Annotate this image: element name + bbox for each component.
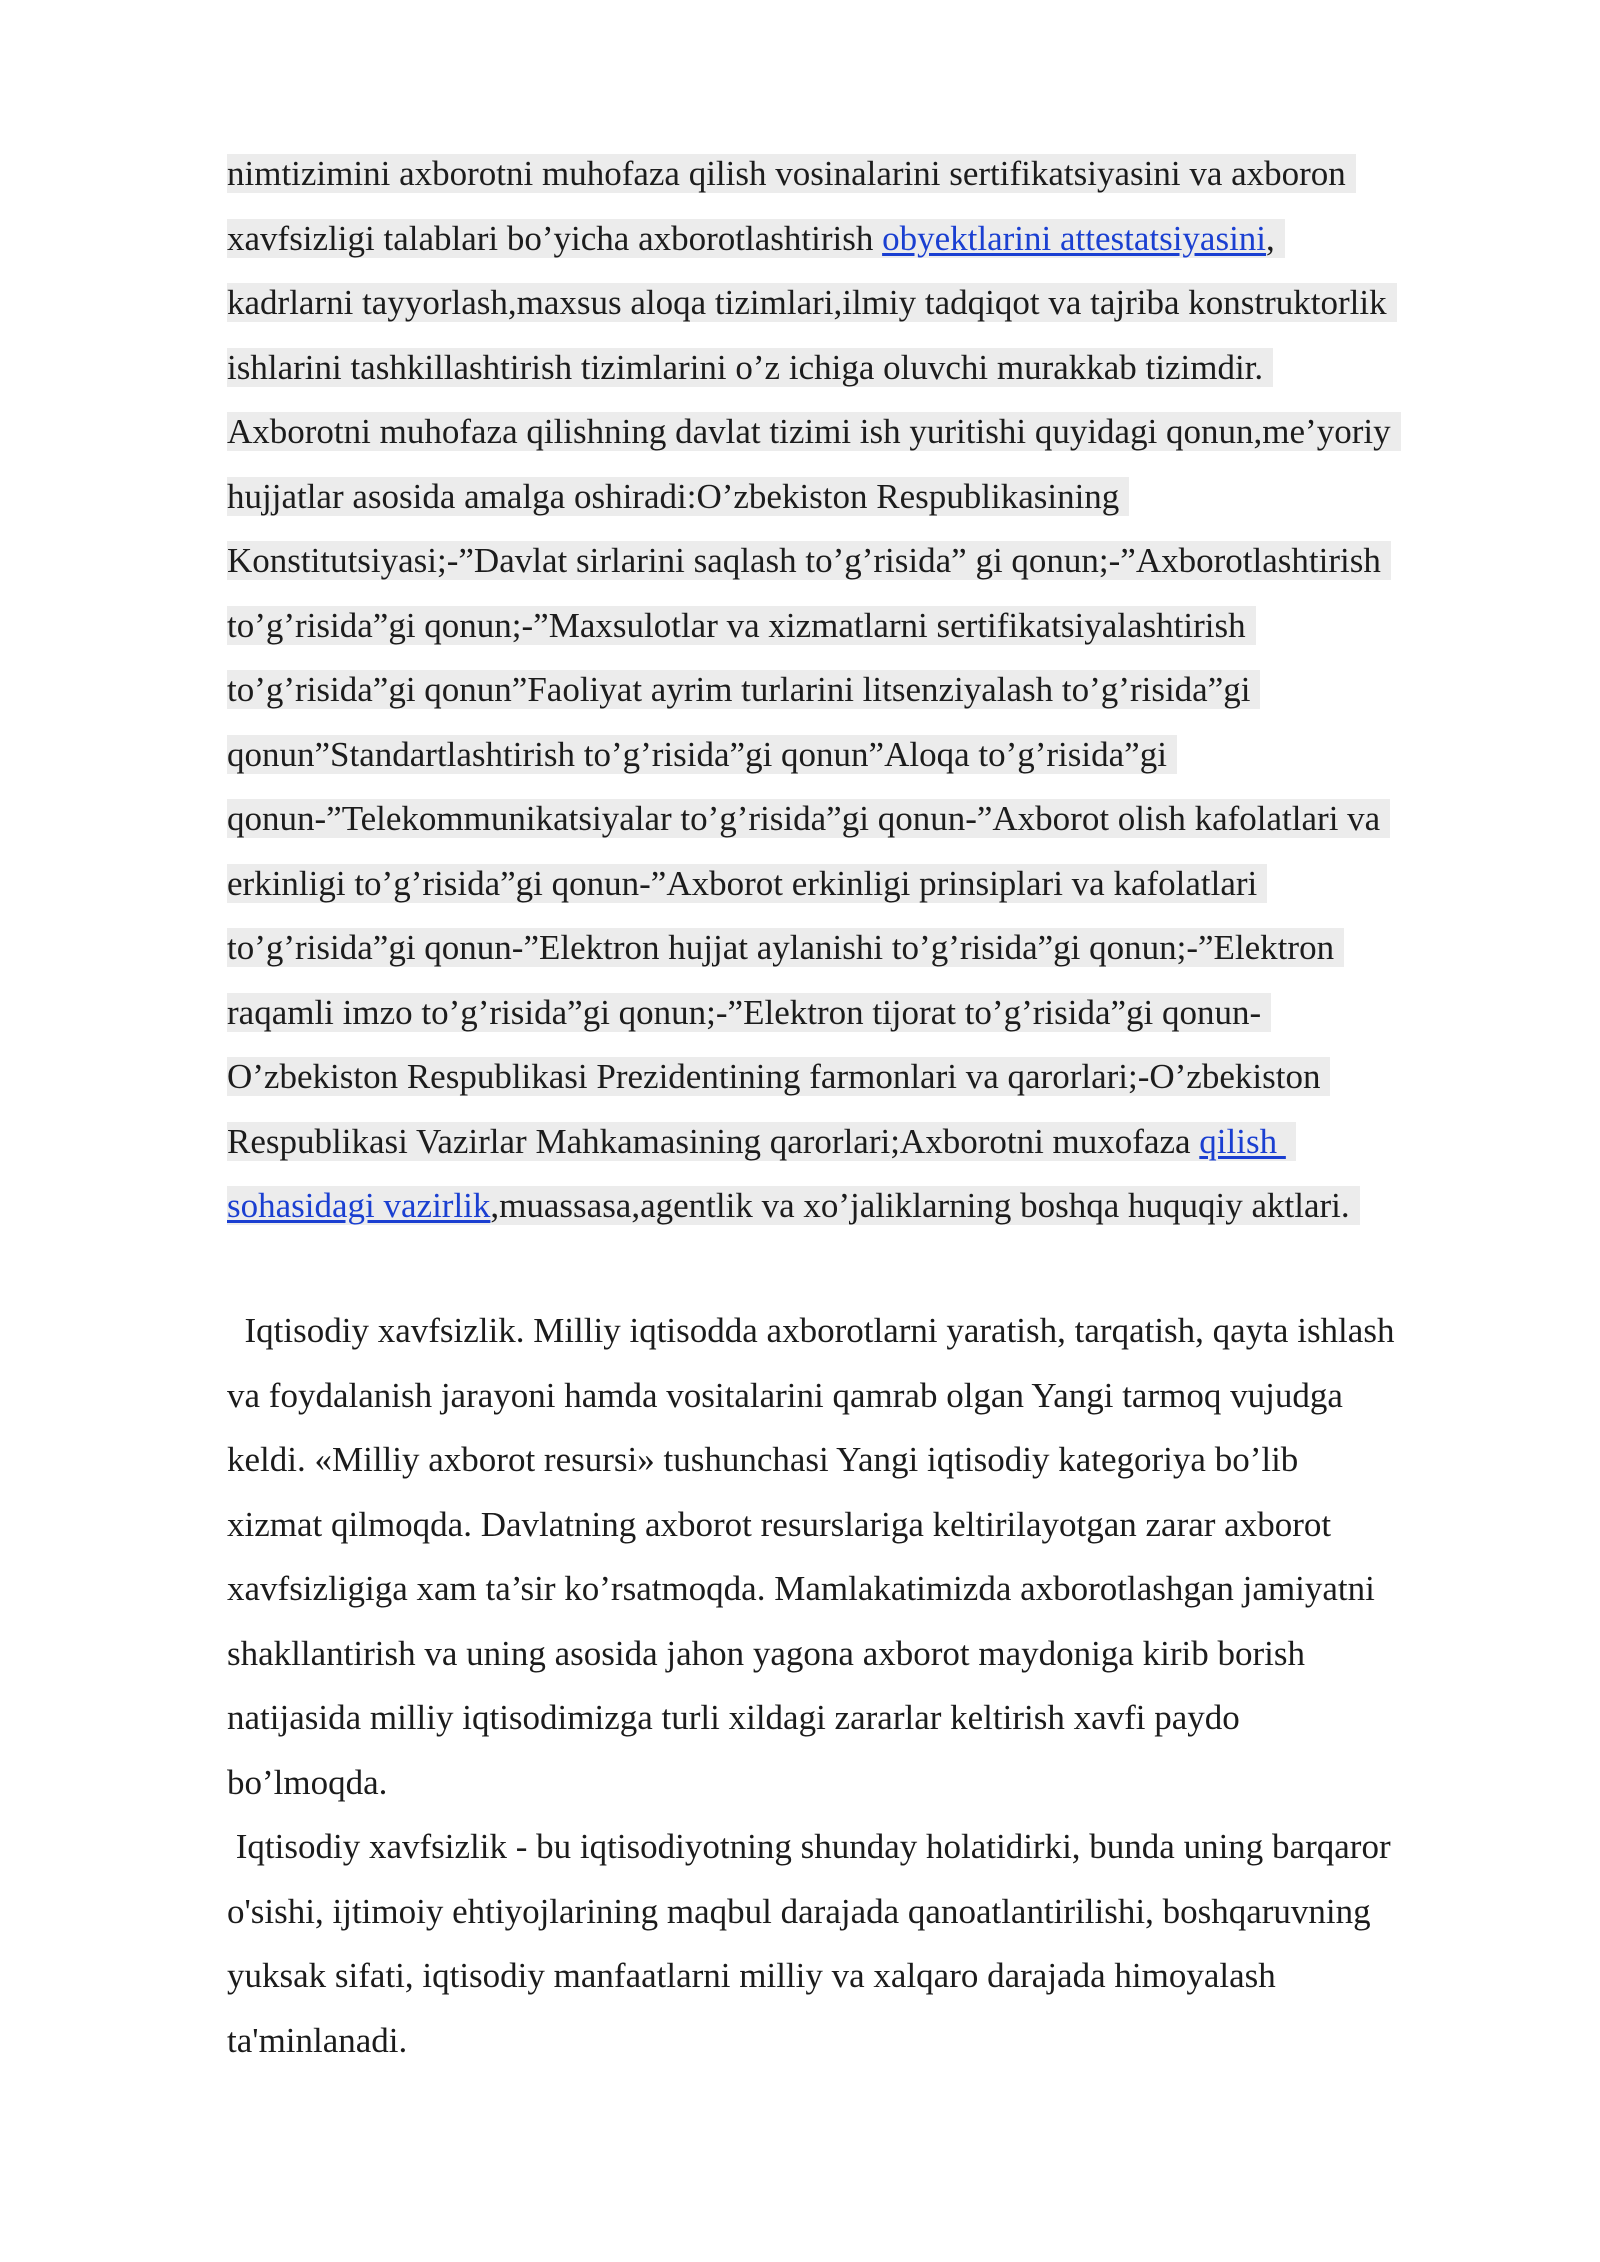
- line-text: [227, 477, 1129, 516]
- text-run: keldi. «Milliy axborot resursi» tushunchasi Yangi iqtisodiy kategoriya bo’lib: [227, 1440, 1299, 1479]
- text-run: shakllantirish va uning asosida jahon yagona axborot maydoniga kirib borish: [227, 1633, 1305, 1673]
- text-run: raqamli imzo to’g’risida”gi qonun;-”Elektron tijorat to’g’risida”gi qonun-: [227, 992, 1262, 1032]
- line-text: [227, 864, 1267, 903]
- text-run: O’zbekiston Respublikasi Prezidentining farmonlari va qarorlari;-O’zbekiston: [227, 1057, 1321, 1096]
- text-line: [227, 535, 1487, 600]
- text-line: [227, 1116, 1487, 1181]
- text-run: erkinligi to’g’risida”gi qonun-”Axborot erkinligi prinsiplari va kafolatlari: [227, 863, 1258, 903]
- line-text: [227, 1827, 1391, 1866]
- text-run: hujjatlar asosida amalga oshiradi:O’zbekiston Respublikasining: [227, 476, 1120, 516]
- hyperlink[interactable]: qilish: [1199, 1121, 1286, 1161]
- line-text: [227, 1186, 1360, 1225]
- line-text: [227, 670, 1260, 709]
- text-run: xavfsizligi talablari bo’yicha axborotlashtirish: [227, 218, 883, 258]
- line-text: [227, 993, 1271, 1032]
- text-line: [227, 1499, 1487, 1564]
- text-run: xavfsizligiga xam ta’sir ko’rsatmoqda. Mamlakatimizda axborotlashgan jamiyatni: [227, 1569, 1375, 1608]
- text-run: to’g’risida”gi qonun-”Elektron hujjat aylanishi to’g’risida”gi qonun;-”Elektron: [227, 928, 1335, 967]
- text-line: [227, 1821, 1487, 1886]
- text-run: to’g’risida”gi qonun;-”Maxsulotlar va xizmatlarni sertifikatsiyalashtirish: [227, 605, 1246, 645]
- text-line: [227, 1692, 1487, 1757]
- line-text: [227, 1634, 1305, 1673]
- text-line: [227, 471, 1487, 536]
- text-run: o'sishi, ijtimoiy ehtiyojlarining maqbul darajada qanoatlantirilishi, boshqaruvning: [227, 1891, 1371, 1931]
- text-line: [227, 664, 1487, 729]
- text-run: xizmat qilmoqda. Davlatning axborot resurslariga keltirilayotgan zarar axborot: [227, 1504, 1332, 1544]
- line-text: [227, 1057, 1330, 1096]
- line-text: [227, 541, 1391, 580]
- line-text: [227, 799, 1390, 838]
- text-run: ta'minlanadi.: [227, 2020, 408, 2060]
- text-run: ishlarini tashkillashtirish tizimlarini o’z ichiga oluvchi murakkab tizimdir.: [227, 347, 1264, 387]
- text-line: [227, 1370, 1487, 1435]
- text-run: ,: [1266, 218, 1275, 258]
- text-run: Konstitutsiyasi;-”Davlat sirlarini saqlash to’g’risida” gi qonun;-”Axborotlashtirish: [227, 541, 1381, 580]
- text-run: Respublikasi Vazirlar Mahkamasining qarorlari;Axborotni muxofaza: [227, 1121, 1200, 1161]
- text-line: [227, 1950, 1487, 2015]
- text-run: qonun”Standartlashtirish to’g’risida”gi qonun”Aloqa to’g’risida”gi: [227, 734, 1167, 774]
- line-text: [227, 154, 1356, 193]
- text-run: Iqtisodiy xavfsizlik. Milliy iqtisodda axborotlarni yaratish, tarqatish, qayta ishlash: [227, 1311, 1395, 1350]
- text-line: [227, 1563, 1487, 1628]
- text-line: [227, 342, 1487, 407]
- text-run: qonun-”Telekommunikatsiyalar to’g’risida”gi qonun-”Axborot olish kafolatlari va: [227, 799, 1381, 838]
- text-line: [227, 1180, 1487, 1245]
- text-line: [227, 987, 1487, 1052]
- line-text: [227, 1376, 1343, 1415]
- text-line: [227, 148, 1487, 213]
- text-line: [227, 729, 1487, 794]
- paragraph-legal-framework: [227, 148, 1487, 1245]
- text-run: nimtizimini axborotni muhofaza qilish vosinalarini sertifikatsiyasini va axboron: [227, 154, 1346, 193]
- line-text: [227, 1311, 1394, 1350]
- line-text: [227, 1763, 387, 1802]
- line-text: [227, 283, 1397, 322]
- text-line: [227, 277, 1487, 342]
- line-text: [227, 1569, 1375, 1608]
- text-run: yuksak sifati, iqtisodiy manfaatlarni milliy va xalqaro darajada himoyalash: [227, 1956, 1276, 1995]
- text-line: [227, 600, 1487, 665]
- text-line: [227, 858, 1487, 923]
- line-text: [227, 1505, 1331, 1544]
- hyperlink[interactable]: sohasidagi vazirlik: [227, 1186, 491, 1225]
- text-line: [227, 1628, 1487, 1693]
- text-run: bo’lmoqda.: [227, 1762, 388, 1802]
- text-run: natijasida milliy iqtisodimizga turli xildagi zararlar keltirish xavfi paydo: [227, 1698, 1240, 1737]
- text-run: Axborotni muhofaza qilishning davlat tizimi ish yuritishi quyidagi qonun,me’yoriy: [227, 412, 1391, 451]
- line-text: [227, 735, 1177, 774]
- line-text: [227, 1440, 1298, 1479]
- text-run: va foydalanish jarayoni hamda vositalarini qamrab olgan Yangi tarmoq vujudga: [227, 1375, 1343, 1415]
- text-run: Iqtisodiy xavfsizlik - bu iqtisodiyotning shunday holatidirki, bunda uning barqaror: [227, 1827, 1391, 1866]
- line-text: [227, 219, 1285, 258]
- hyperlink[interactable]: obyektlarini attestatsiyasini: [882, 218, 1267, 258]
- text-line: [227, 1305, 1487, 1370]
- line-text: [227, 1698, 1240, 1737]
- paragraph-economic-security: [227, 1305, 1487, 2079]
- line-text: [227, 606, 1256, 645]
- text-line: [227, 213, 1487, 278]
- text-run: kadrlarni tayyorlash,maxsus aloqa tizimlari,ilmiy tadqiqot va tajriba konstruktorlik: [227, 283, 1387, 322]
- text-line: [227, 793, 1487, 858]
- line-text: [227, 2021, 407, 2060]
- line-text: [227, 412, 1401, 451]
- text-line: [227, 1886, 1487, 1951]
- text-line: [227, 922, 1487, 987]
- line-text: [227, 348, 1273, 387]
- text-line: [227, 406, 1487, 471]
- line-text: [227, 1892, 1371, 1931]
- line-text: [227, 928, 1344, 967]
- line-text: [227, 1122, 1296, 1161]
- line-text: [227, 1956, 1276, 1995]
- text-line: [227, 1757, 1487, 1822]
- text-line: [227, 2015, 1487, 2080]
- text-run: to’g’risida”gi qonun”Faoliyat ayrim turlarini litsenziyalash to’g’risida”gi: [227, 670, 1251, 709]
- text-line: [227, 1051, 1487, 1116]
- text-line: [227, 1434, 1487, 1499]
- text-run: ,muassasa,agentlik va xo’jaliklarning boshqa huquqiy aktlari.: [490, 1186, 1350, 1225]
